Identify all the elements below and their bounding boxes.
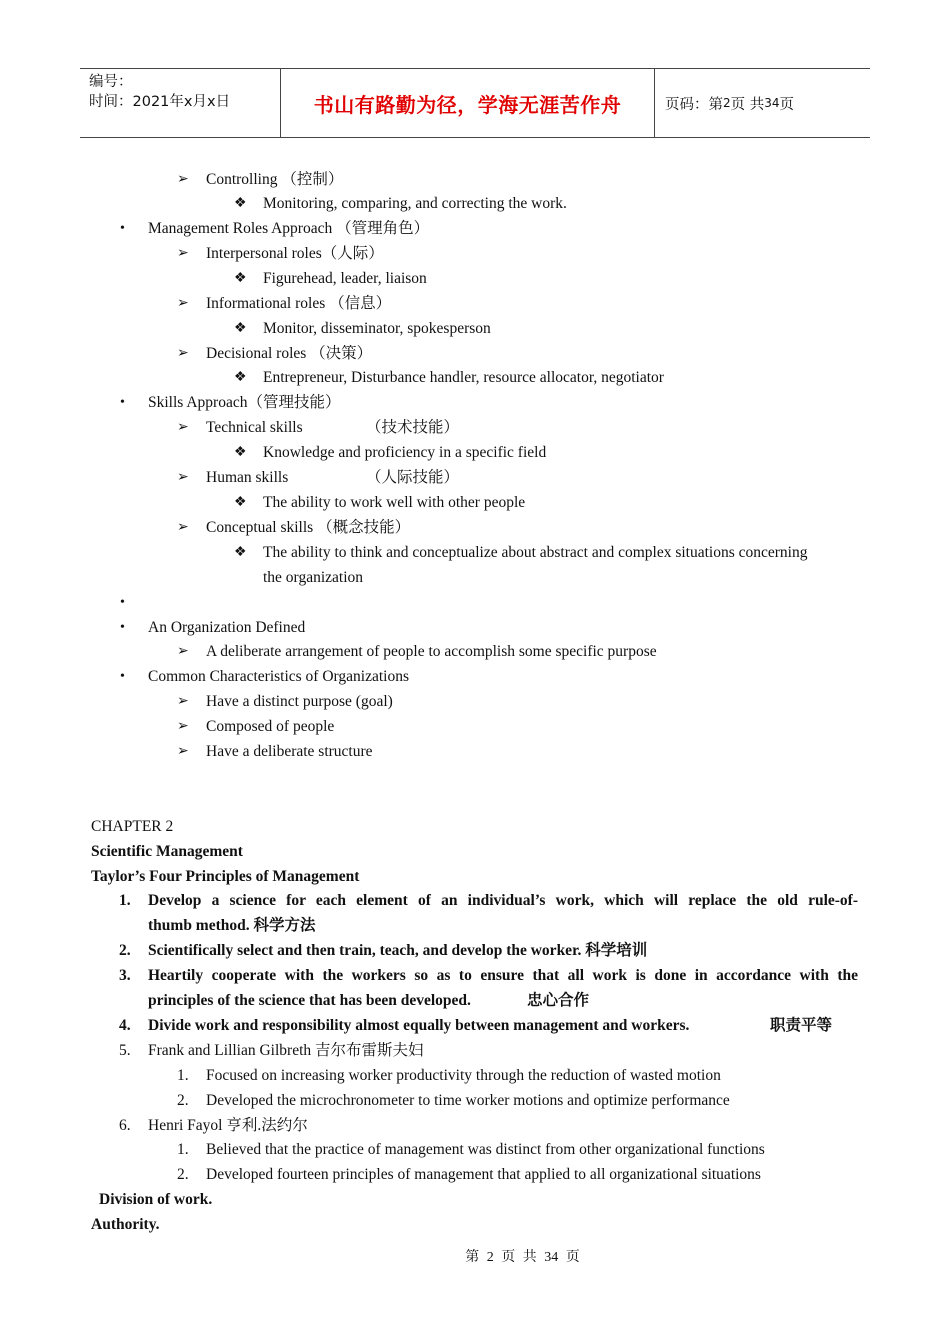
decisional-item: Decisional roles （决策） [206,345,373,362]
gilbreth-sub-2-num: 2. [177,1092,189,1109]
org-defined-title: An Organization Defined [148,619,306,636]
arrow-icon: ➢ [177,644,189,659]
fayol-sub-1-num: 1. [177,1141,189,1158]
informational-item: Informational roles （信息） [206,295,392,312]
page-current: 2 [723,96,731,110]
fayol-sub-2-num: 2. [177,1166,189,1183]
fayol-sub-2: Developed fourteen principles of management that applied to all organizational situations [206,1166,761,1183]
arrow-icon: ➢ [177,346,189,361]
conceptual-desc-line1: The ability to think and conceptualize about abstract and complex situations concerning [263,544,808,561]
arrow-icon: ➢ [177,296,189,311]
principle-3-num: 3. [119,967,131,984]
decisional-desc: Entrepreneur, Disturbance handler, resource allocator, negotiator [263,369,664,386]
interpersonal-item: Interpersonal roles（人际） [206,245,384,262]
bullet-icon: • [120,595,125,610]
scientific-heading: Scientific Management [91,843,243,860]
technical-desc: Knowledge and proficiency in a specific field [263,444,547,461]
arrow-icon: ➢ [177,744,189,759]
principle-4-num: 4. [119,1017,131,1034]
roles-title: Management Roles Approach （管理角色） [148,220,430,237]
page-footer: 第 2 页 共 34 页 [465,1250,580,1265]
technical-item: Technical skills [206,419,303,436]
arrow-icon: ➢ [177,520,189,535]
human-item: Human skills [206,469,289,486]
principle-3-cn: 忠心合作 [527,992,590,1009]
interpersonal-desc: Figurehead, leader, liaison [263,270,427,287]
fayol-sub-1: Believed that the practice of management was distinct from other organizational functions [206,1141,765,1158]
page-suffix: 页 [779,96,795,113]
principle-3-line1: Heartily cooperate with the workers so as to ensure that all work is done in accordance with the [148,967,858,984]
gilbreth-sub-1: Focused on increasing worker productivity through the reduction of wasted motion [206,1067,721,1084]
arrow-icon: ➢ [177,172,189,187]
arrow-icon: ➢ [177,694,189,709]
header-motto: 书山有路勤为径，学海无涯苦作舟 [281,69,655,137]
diamond-icon: ❖ [234,495,247,510]
division-of-work: Division of work. [99,1191,213,1208]
chapter-heading: CHAPTER 2 [91,818,174,835]
page-header [80,68,870,138]
common-item-1: Have a distinct purpose (goal) [206,693,393,710]
item-6-num: 6. [119,1117,131,1134]
common-item-3: Have a deliberate structure [206,743,373,760]
principle-4: Divide work and responsibility almost equally between management and workers. [148,1017,690,1034]
controlling-item: Controlling （控制） [206,171,344,188]
header-page-info [655,69,870,137]
principle-1-line1: Develop a science for each element of an individual’s work, which will replace the old rule-of- [148,892,858,909]
header-meta [80,69,281,137]
diamond-icon: ❖ [234,370,247,385]
diamond-icon: ❖ [234,445,247,460]
diamond-icon: ❖ [234,321,247,336]
arrow-icon: ➢ [177,246,189,261]
principle-2: Scientifically select and then train, teach, and develop the worker. 科学培训 [148,942,648,959]
common-title: Common Characteristics of Organizations [148,668,410,685]
human-desc: The ability to work well with other people [263,494,526,511]
principle-3-line2: principles of the science that has been developed. [148,992,471,1009]
principle-2-num: 2. [119,942,131,959]
bullet-icon: • [120,669,125,684]
controlling-desc: Monitoring, comparing, and correcting the work. [263,195,567,212]
conceptual-item: Conceptual skills （概念技能） [206,519,411,536]
diamond-icon: ❖ [234,196,247,211]
skills-title: Skills Approach（管理技能） [148,394,341,411]
technical-cn: （技术技能） [366,419,460,436]
common-item-2: Composed of people [206,718,335,735]
arrow-icon: ➢ [177,470,189,485]
diamond-icon: ❖ [234,545,247,560]
item-5-num: 5. [119,1042,131,1059]
principle-1-num: 1. [119,892,131,909]
org-defined-desc: A deliberate arrangement of people to accomplish some specific purpose [206,643,657,660]
diamond-icon: ❖ [234,271,247,286]
principle-1-line2: thumb method. 科学方法 [148,917,316,934]
bullet-icon: • [120,221,125,236]
page-prefix: 页码：第 [665,96,723,113]
gilbreth-item: Frank and Lillian Gilbreth 吉尔布雷斯夫妇 [148,1042,424,1059]
bullet-icon: • [120,620,125,635]
gilbreth-sub-2: Developed the microchronometer to time worker motions and optimize performance [206,1092,730,1109]
page-mid: 页 共 [730,96,765,113]
number-label: 编号： [89,74,133,90]
page-total: 34 [764,96,780,110]
principle-4-cn: 职责平等 [770,1017,833,1034]
arrow-icon: ➢ [177,719,189,734]
authority: Authority. [91,1216,160,1233]
fayol-item: Henri Fayol 亨利.法约尔 [148,1117,308,1134]
conceptual-desc-line2: the organization [263,569,364,586]
informational-desc: Monitor, disseminator, spokesperson [263,320,491,337]
human-cn: （人际技能） [366,469,460,486]
taylor-heading: Taylor’s Four Principles of Management [91,868,360,885]
date-label: 时间：2021年x月x日 [89,94,231,110]
arrow-icon: ➢ [177,420,189,435]
gilbreth-sub-1-num: 1. [177,1067,189,1084]
bullet-icon: • [120,395,125,410]
